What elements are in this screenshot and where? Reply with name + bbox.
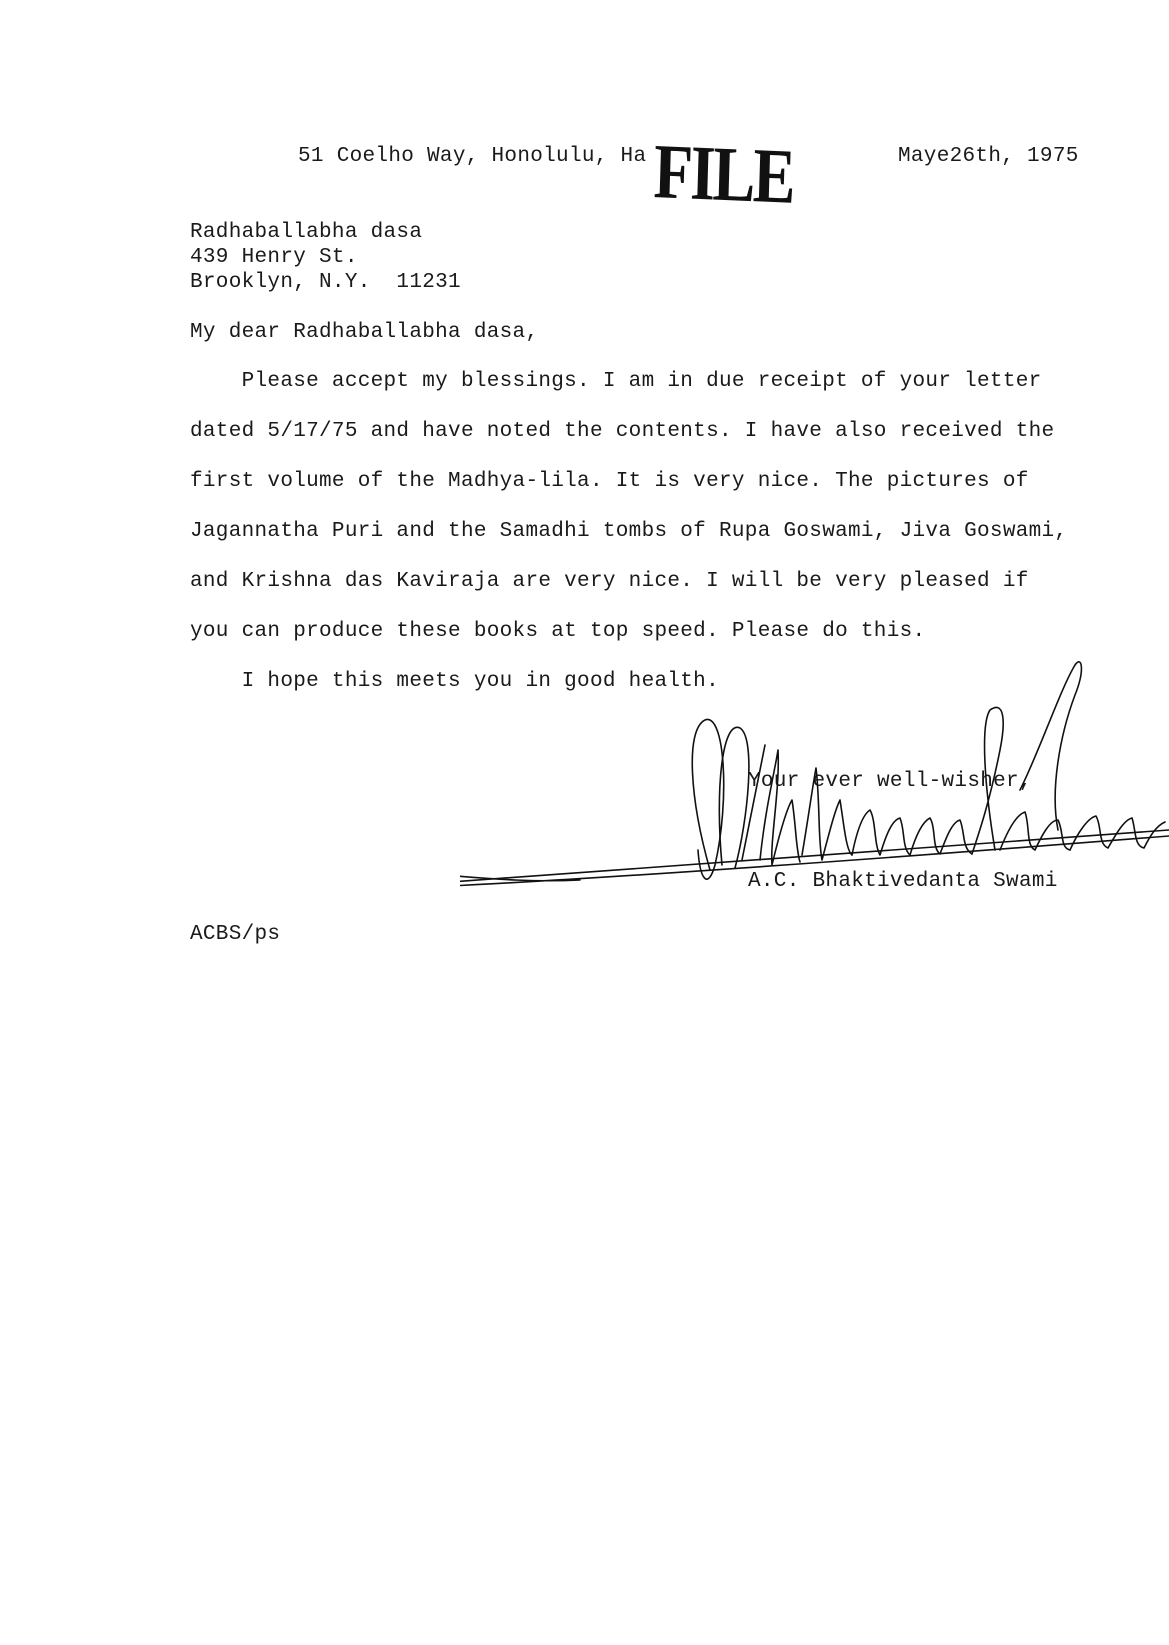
- header-address: 51 Coelho Way, Honolulu, Ha: [298, 145, 647, 168]
- body-line: I hope this meets you in good health.: [190, 670, 719, 693]
- body-line: first volume of the Madhya-lila. It is very nice. The pictures of: [190, 470, 1029, 493]
- salutation: My dear Radhaballabha dasa,: [190, 321, 539, 344]
- letter-date: Maye26th, 1975: [898, 145, 1079, 168]
- body-line: you can produce these books at top speed. Please do this.: [190, 620, 926, 643]
- body-line: Jagannatha Puri and the Samadhi tombs of Rupa Goswami, Jiva Goswami,: [190, 520, 1068, 543]
- recipient-street: 439 Henry St.: [190, 246, 358, 269]
- reference-initials: ACBS/ps: [190, 923, 281, 946]
- recipient-name: Radhaballabha dasa: [190, 221, 423, 244]
- recipient-city: Brooklyn, N.Y. 11231: [190, 271, 461, 294]
- body-line: and Krishna das Kaviraja are very nice. I will be very pleased if: [190, 570, 1029, 593]
- file-stamp: FILE: [652, 127, 795, 220]
- handwritten-signature: [460, 650, 1169, 940]
- body-line: dated 5/17/75 and have noted the contents. I have also received the: [190, 420, 1055, 443]
- signature-name: A.C. Bhaktivedanta Swami: [748, 870, 1058, 893]
- body-line: Please accept my blessings. I am in due receipt of your letter: [190, 370, 1042, 393]
- closing: Your ever well-wisher,: [748, 770, 1032, 793]
